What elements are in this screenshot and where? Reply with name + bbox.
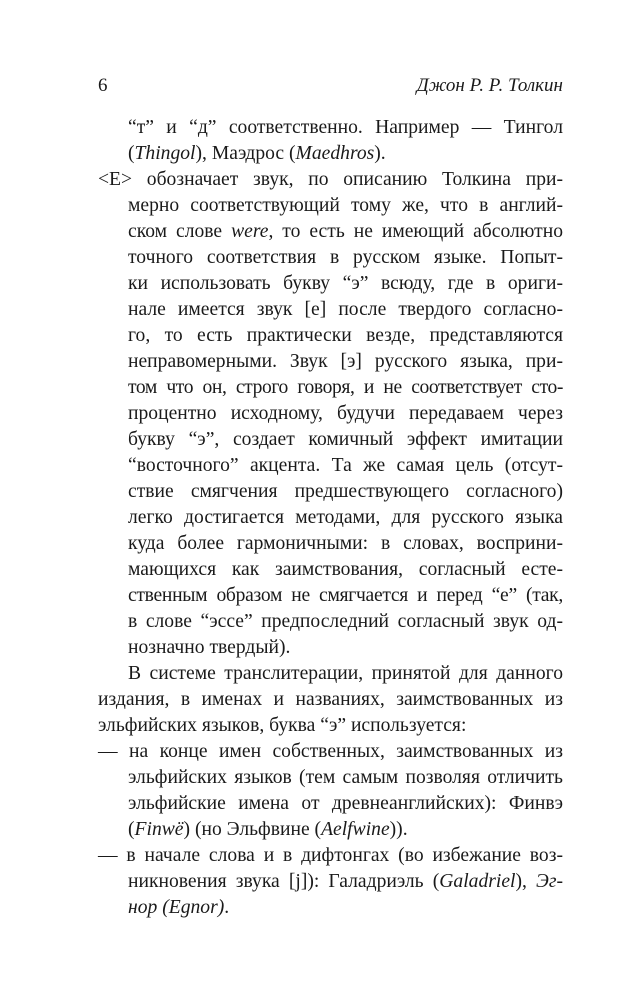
text-line: нор (Egnor). (128, 897, 230, 918)
text-line: — в начале слова и в дифтонгах (во избежание воз- (98, 845, 563, 866)
text-line: ском слове were, то есть не имеющий абсолютно (128, 221, 563, 242)
running-head: Джон Р. Р. Толкин (416, 75, 563, 96)
text-line: ствие смягчения предшествующего согласного) (128, 481, 563, 502)
text-line: никновения звука [j]): Галадриэль (Galadriel), Эг- (128, 871, 563, 892)
text-line: легко достигается методами, для русского языка (128, 507, 563, 528)
text-line: куда более гармоничными: в словах, восприни- (128, 533, 563, 554)
text-line: нале имеется звук [e] после твердого согласно- (128, 299, 563, 320)
text-line: процентно исходному, будучи передаваем через (128, 403, 563, 424)
text-line: “т” и “д” соответственно. Например — Тингол (128, 117, 563, 138)
text-line: <Е> обозначает звук, по описанию Толкина при- (98, 169, 563, 190)
text-line: эльфийских языков, буква “э” используется: (98, 715, 467, 736)
text-line: мерно соответствующий тому же, что в англий- (128, 195, 563, 216)
text-line: мающихся как заимствования, согласный есте- (128, 559, 563, 580)
text-line: нозначно твердый). (128, 637, 291, 658)
text-line: В системе транслитерации, принятой для данного (128, 663, 563, 684)
text-line: (Finwë) (но Эльфвине (Aelfwine)). (128, 819, 408, 840)
text-line: эльфийские имена от древнеанглийских): Финвэ (128, 793, 563, 814)
text-line: букву “э”, создает комичный эффект имитации (128, 429, 563, 450)
text-line: ственным образом не смягчается и перед “е” (так, (128, 585, 563, 606)
text-line: неправомерными. Звук [э] русского языка, при- (128, 351, 563, 372)
page-number: 6 (98, 75, 108, 96)
text-line: (Thingol), Маэдрос (Maedhros). (128, 143, 386, 164)
text-line: эльфийских языков (тем самым позволяя отличить (128, 767, 563, 788)
text-line: ки использовать букву “э” всюду, где в ориги- (128, 273, 563, 294)
text-line: в слове “эссе” предпоследний согласный звук од- (128, 611, 563, 632)
text-line: том что он, строго говоря, и не соответствует сто- (128, 377, 563, 398)
text-line: точного соответствия в русском языке. Попыт- (128, 247, 563, 268)
text-line: — на конце имен собственных, заимствованных из (98, 741, 563, 762)
text-line: “восточного” акцента. Та же самая цель (отсут- (128, 455, 563, 476)
text-line: го, то есть практически везде, представляются (128, 325, 563, 346)
text-line: издания, в именах и названиях, заимствованных из (98, 689, 563, 710)
